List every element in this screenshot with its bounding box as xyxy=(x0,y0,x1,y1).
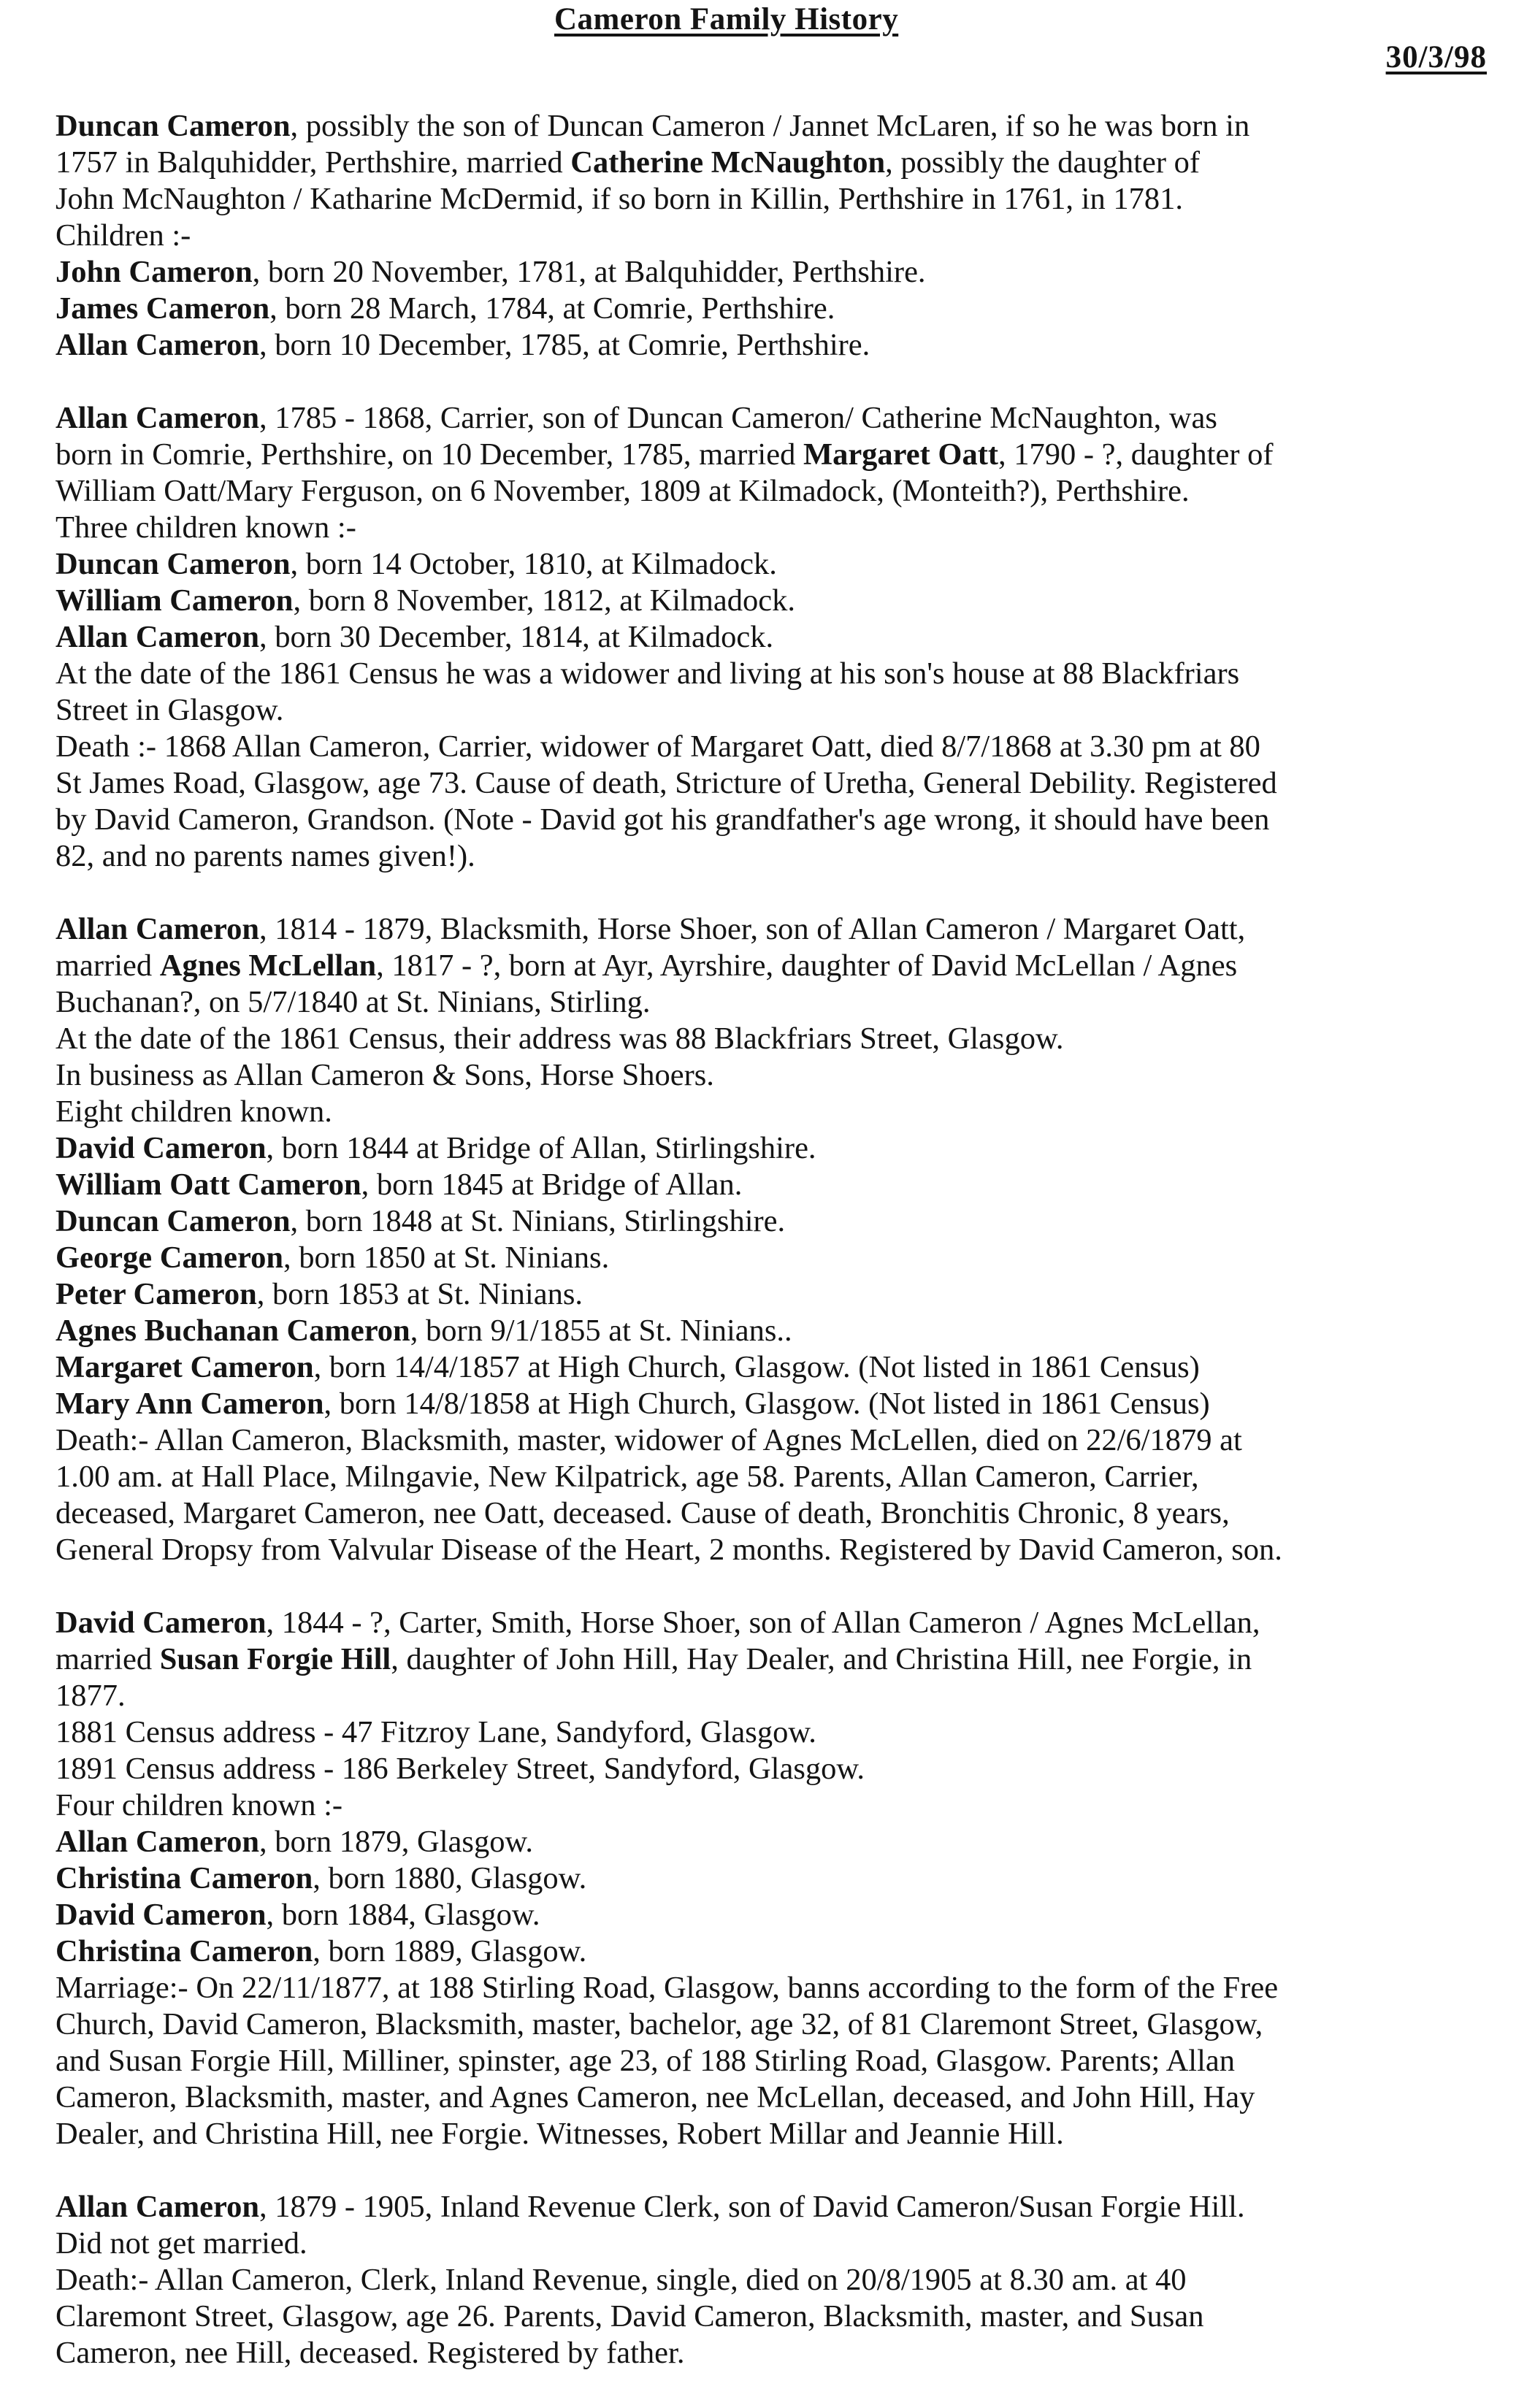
text-line xyxy=(55,1824,1487,1860)
text-line xyxy=(55,145,1487,181)
text-line xyxy=(55,2079,1487,2116)
text-run: Marriage:- On 22/11/1877, at 188 Stirling Road, Glasgow, banns according to the form of the Free xyxy=(55,1971,1279,2005)
text-run: John McNaughton / Katharine McDermid, if so born in Killin, Perthshire in 1761, in 1781. xyxy=(55,182,1183,216)
text-line xyxy=(55,1276,1487,1313)
text-line xyxy=(55,1386,1487,1422)
text-run: , 1814 - 1879, Blacksmith, Horse Shoer, son of Allan Cameron / Margaret Oatt, xyxy=(259,912,1246,946)
text-line xyxy=(55,1641,1487,1678)
text-line xyxy=(55,254,1487,291)
text-run: , 1817 - ?, born at Ayr, Ayrshire, daughter of David McLellan / Agnes xyxy=(376,948,1238,983)
text-run: Death :- 1868 Allan Cameron, Carrier, widower of Margaret Oatt, died 8/7/1868 at 3.30 pm at 80 xyxy=(55,729,1260,764)
text-line xyxy=(55,911,1487,948)
text-line xyxy=(55,984,1487,1021)
text-run: , 1790 - ?, daughter of xyxy=(998,437,1274,472)
person-name: David Cameron xyxy=(55,1131,267,1165)
text-line xyxy=(55,437,1487,473)
text-run: Church, David Cameron, Blacksmith, master, bachelor, age 32, of 81 Claremont Street, Glasgow, xyxy=(55,2007,1263,2041)
text-line xyxy=(55,1751,1487,1787)
text-line xyxy=(55,2006,1487,2043)
person-name: Susan Forgie Hill xyxy=(159,1642,391,1676)
person-name: David Cameron xyxy=(55,1606,267,1640)
text-run: St James Road, Glasgow, age 73. Cause of death, Stricture of Uretha, General Debility. Registered xyxy=(55,766,1277,800)
text-line xyxy=(55,327,1487,364)
text-run: Claremont Street, Glasgow, age 26. Parents, David Cameron, Blacksmith, master, and Susan xyxy=(55,2299,1204,2334)
text-line xyxy=(55,2225,1487,2262)
text-run: Death:- Allan Cameron, Clerk, Inland Revenue, single, died on 20/8/1905 at 8.30 am. at 40 xyxy=(55,2263,1187,2297)
family-entry xyxy=(55,911,1487,1568)
text-line xyxy=(55,218,1487,254)
text-line xyxy=(55,2335,1487,2371)
text-run: At the date of the 1861 Census he was a widower and living at his son's house at 88 Blackfriars xyxy=(55,656,1240,691)
person-name: Duncan Cameron xyxy=(55,109,291,143)
text-run: by David Cameron, Grandson. (Note - David got his grandfather's age wrong, it should have been xyxy=(55,802,1270,837)
person-name: Allan Cameron xyxy=(55,2190,260,2224)
person-name: Peter Cameron xyxy=(55,1277,257,1311)
text-line xyxy=(55,948,1487,984)
text-line xyxy=(55,1422,1487,1459)
text-line xyxy=(55,1897,1487,1933)
text-line xyxy=(55,765,1487,802)
text-run: , born 14 October, 1810, at Kilmadock. xyxy=(290,547,777,581)
text-line xyxy=(55,1240,1487,1276)
text-line xyxy=(55,1203,1487,1240)
text-run: 1891 Census address - 186 Berkeley Street, Sandyford, Glasgow. xyxy=(55,1752,865,1786)
text-line xyxy=(55,656,1487,692)
text-run: Death:- Allan Cameron, Blacksmith, master, widower of Agnes McLellen, died on 22/6/1879 at xyxy=(55,1423,1242,1457)
text-run: , born 28 March, 1784, at Comrie, Perthshire. xyxy=(269,291,835,326)
person-name: William Oatt Cameron xyxy=(55,1167,361,1202)
text-run: married xyxy=(55,948,160,983)
person-name: Margaret Cameron xyxy=(55,1350,314,1384)
text-line xyxy=(55,1970,1487,2006)
text-run: , born 10 December, 1785, at Comrie, Perthshire. xyxy=(259,328,870,362)
text-line xyxy=(55,473,1487,510)
text-run: , born 1853 at St. Ninians. xyxy=(256,1277,583,1311)
text-run: , daughter of John Hill, Hay Dealer, and Christina Hill, nee Forgie, in xyxy=(391,1642,1252,1676)
text-line xyxy=(55,1860,1487,1897)
family-entry xyxy=(55,2189,1487,2371)
text-line xyxy=(55,181,1487,218)
text-run: , born 20 November, 1781, at Balquhidder, Perthshire. xyxy=(252,255,926,289)
text-line xyxy=(55,1605,1487,1641)
text-run: Did not get married. xyxy=(55,2226,307,2261)
text-run: 82, and no parents names given!). xyxy=(55,839,475,873)
person-name: Margaret Oatt xyxy=(803,437,999,472)
text-line xyxy=(55,1714,1487,1751)
text-line xyxy=(55,729,1487,765)
person-name: Allan Cameron xyxy=(55,401,260,435)
document-body xyxy=(55,108,1487,2408)
text-run: married xyxy=(55,1642,160,1676)
person-name: Allan Cameron xyxy=(55,620,260,654)
text-run: Four children known :- xyxy=(55,1788,343,1822)
text-run: Buchanan?, on 5/7/1840 at St. Ninians, Stirling. xyxy=(55,985,651,1019)
text-run: , born 1844 at Bridge of Allan, Stirlingshire. xyxy=(266,1131,816,1165)
text-run: , born 9/1/1855 at St. Ninians.. xyxy=(410,1314,792,1348)
text-run: Children :- xyxy=(55,218,191,253)
text-line xyxy=(55,108,1487,145)
text-line xyxy=(55,291,1487,327)
text-run: , born 14/8/1858 at High Church, Glasgow. (Not listed in 1861 Census) xyxy=(324,1387,1210,1421)
text-line xyxy=(55,1459,1487,1495)
text-line xyxy=(55,510,1487,546)
text-line xyxy=(55,1130,1487,1167)
text-run: deceased, Margaret Cameron, nee Oatt, deceased. Cause of death, Bronchitis Chronic, 8 years, xyxy=(55,1496,1230,1530)
text-run: , born 1884, Glasgow. xyxy=(266,1898,540,1932)
text-run: 1881 Census address - 47 Fitzroy Lane, Sandyford, Glasgow. xyxy=(55,1715,816,1749)
text-run: , possibly the daughter of xyxy=(885,145,1201,180)
text-run: , 1785 - 1868, Carrier, son of Duncan Cameron/ Catherine McNaughton, was xyxy=(259,401,1217,435)
text-run: , born 14/4/1857 at High Church, Glasgow. (Not listed in 1861 Census) xyxy=(313,1350,1200,1384)
text-run: 1.00 am. at Hall Place, Milngavie, New Kilpatrick, age 58. Parents, Allan Cameron, Carrier, xyxy=(55,1460,1199,1494)
text-line xyxy=(55,692,1487,729)
person-name: Allan Cameron xyxy=(55,1825,260,1859)
person-name: Agnes McLellan xyxy=(159,948,377,983)
text-line xyxy=(55,400,1487,437)
text-run: , born 1848 at St. Ninians, Stirlingshire. xyxy=(290,1204,786,1238)
text-run: Dealer, and Christina Hill, nee Forgie. Witnesses, Robert Millar and Jeannie Hill. xyxy=(55,2117,1064,2151)
person-name: Agnes Buchanan Cameron xyxy=(55,1314,410,1348)
text-line xyxy=(55,1532,1487,1568)
text-line xyxy=(55,583,1487,619)
person-name: Christina Cameron xyxy=(55,1861,313,1895)
text-run: Street in Glasgow. xyxy=(55,693,284,727)
text-line xyxy=(55,1313,1487,1349)
person-name: Mary Ann Cameron xyxy=(55,1387,324,1421)
text-line xyxy=(55,2189,1487,2225)
text-line xyxy=(55,1787,1487,1824)
person-name: William Cameron xyxy=(55,583,294,618)
text-run: At the date of the 1861 Census, their address was 88 Blackfriars Street, Glasgow. xyxy=(55,1021,1064,1056)
person-name: David Cameron xyxy=(55,1898,267,1932)
person-name: Duncan Cameron xyxy=(55,1204,291,1238)
text-line xyxy=(55,1678,1487,1714)
text-run: Eight children known. xyxy=(55,1094,332,1129)
text-run: 1877. xyxy=(55,1679,126,1713)
text-line xyxy=(55,2043,1487,2079)
text-run: , born 1879, Glasgow. xyxy=(259,1825,534,1859)
text-line xyxy=(55,1495,1487,1532)
person-name: Duncan Cameron xyxy=(55,547,291,581)
document-date: 30/3/98 xyxy=(1385,40,1487,74)
person-name: Allan Cameron xyxy=(55,328,260,362)
text-run: General Dropsy from Valvular Disease of the Heart, 2 months. Registered by David Cameron, son. xyxy=(55,1533,1282,1567)
family-entry xyxy=(55,1605,1487,2152)
text-run: , born 1889, Glasgow. xyxy=(313,1934,587,1968)
text-run: Cameron, nee Hill, deceased. Registered by father. xyxy=(55,2336,685,2370)
person-name: Catherine McNaughton xyxy=(570,145,886,180)
text-run: Cameron, Blacksmith, master, and Agnes Cameron, nee McLellan, deceased, and John Hill, Hay xyxy=(55,2080,1255,2114)
text-run: , possibly the son of Duncan Cameron / Jannet McLaren, if so he was born in xyxy=(290,109,1250,143)
text-line xyxy=(55,2116,1487,2152)
text-line xyxy=(55,802,1487,838)
family-entry xyxy=(55,108,1487,364)
text-run: , born 30 December, 1814, at Kilmadock. xyxy=(259,620,774,654)
text-line xyxy=(55,1021,1487,1057)
person-name: John Cameron xyxy=(55,255,253,289)
text-run: William Oatt/Mary Ferguson, on 6 November, 1809 at Kilmadock, (Monteith?), Perthshire. xyxy=(55,474,1190,508)
text-line xyxy=(55,1057,1487,1094)
person-name: James Cameron xyxy=(55,291,270,326)
text-run: 1757 in Balquhidder, Perthshire, married xyxy=(55,145,571,180)
text-run: and Susan Forgie Hill, Milliner, spinster, age 23, of 188 Stirling Road, Glasgow. Parents; Allan xyxy=(55,2044,1235,2078)
text-line xyxy=(55,1094,1487,1130)
person-name: George Cameron xyxy=(55,1241,283,1275)
person-name: Christina Cameron xyxy=(55,1934,313,1968)
page-title: Cameron Family History xyxy=(554,2,899,37)
text-run: , born 1880, Glasgow. xyxy=(313,1861,587,1895)
text-run: , 1844 - ?, Carter, Smith, Horse Shoer, son of Allan Cameron / Agnes McLellan, xyxy=(266,1606,1260,1640)
family-entry xyxy=(55,400,1487,875)
text-run: , 1879 - 1905, Inland Revenue Clerk, son of David Cameron/Susan Forgie Hill. xyxy=(259,2190,1245,2224)
text-run: , born 1845 at Bridge of Allan. xyxy=(361,1167,743,1202)
text-run: In business as Allan Cameron & Sons, Horse Shoers. xyxy=(55,1058,714,1092)
text-line xyxy=(55,1933,1487,1970)
text-run: Three children known :- xyxy=(55,510,356,545)
person-name: Allan Cameron xyxy=(55,912,260,946)
text-line xyxy=(55,619,1487,656)
text-line xyxy=(55,2262,1487,2298)
text-line xyxy=(55,838,1487,875)
text-line xyxy=(55,2298,1487,2335)
text-line xyxy=(55,1167,1487,1203)
text-run: , born 8 November, 1812, at Kilmadock. xyxy=(293,583,796,618)
text-line xyxy=(55,1349,1487,1386)
text-run: , born 1850 at St. Ninians. xyxy=(283,1241,610,1275)
text-line xyxy=(55,546,1487,583)
text-run: born in Comrie, Perthshire, on 10 December, 1785, married xyxy=(55,437,803,472)
